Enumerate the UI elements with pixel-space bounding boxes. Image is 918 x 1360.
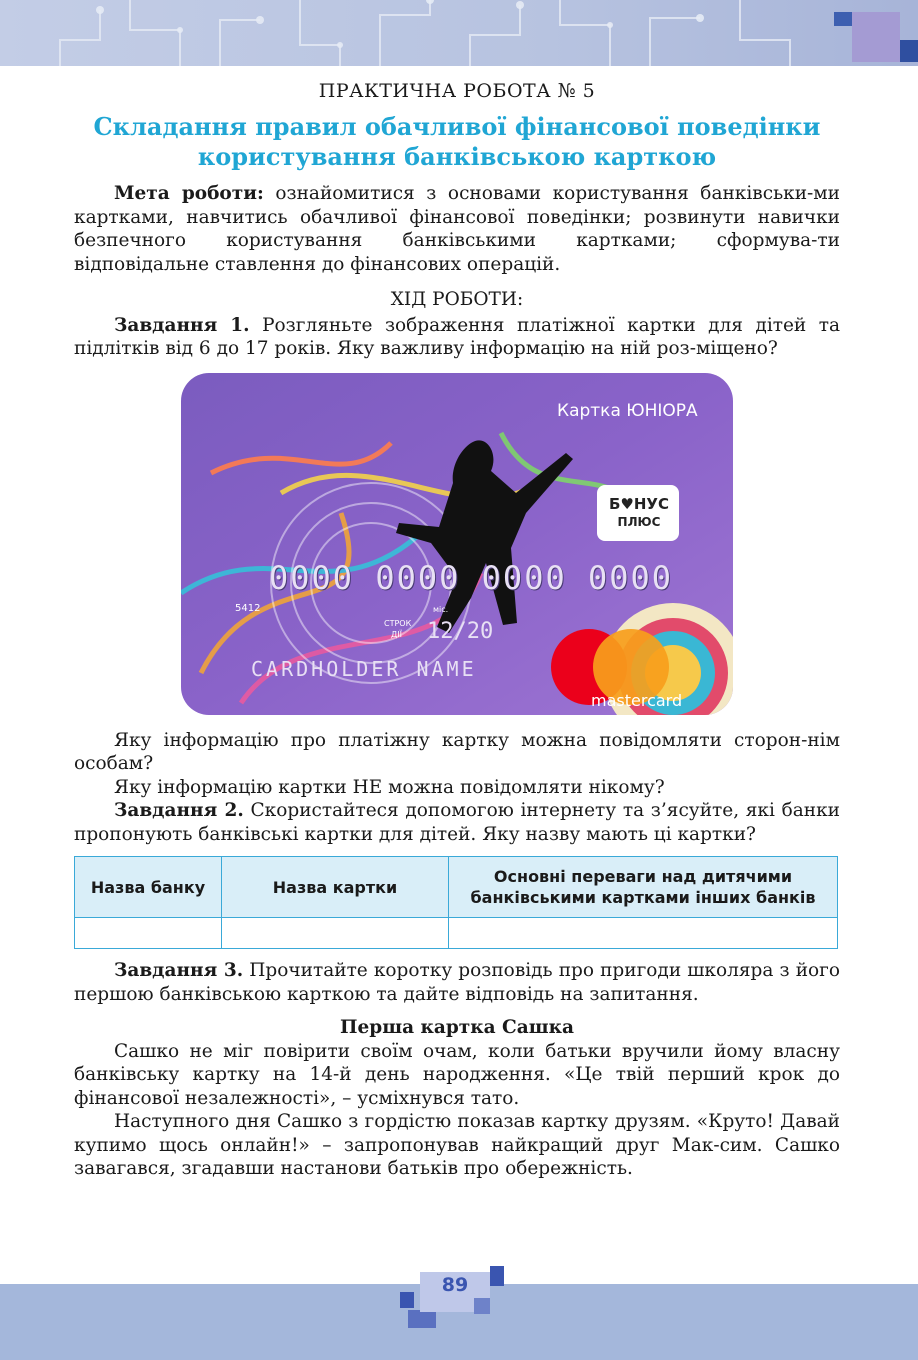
task1-label: Завдання 1. (114, 314, 250, 336)
header-banner (0, 0, 918, 66)
task3-text: Прочитайте коротку розповідь про пригоди школяра з його першою банківською карткою та дайте відповідь на запитання. (74, 960, 840, 1005)
card-month-label: міс. (433, 604, 449, 614)
table-header-bank: Назва банку (75, 857, 222, 918)
task2-text: Скористайтеся допомогою інтернету та з’ясуйте, які банки пропонують банківські картки для дітей. Яку назву мають ці картки? (74, 800, 840, 845)
card-validity-label2: ДІЇ (391, 629, 402, 639)
question-2: Яку інформацію картки НЕ можна повідомляти нікому? (114, 776, 665, 798)
page-number: 89 (441, 1274, 469, 1296)
decor-square (490, 1266, 504, 1286)
progress-heading: ХІД РОБОТИ: (390, 289, 524, 310)
story-title: Перша картка Сашка (340, 1017, 574, 1038)
card-code: 5412 (235, 602, 261, 614)
question-1: Яку інформацію про платіжну картку можна повідомляти сторон-нім особам? (74, 729, 840, 774)
decor-square (852, 12, 900, 62)
title-line: Складання правил обачливої фінансової поведінки (93, 112, 821, 141)
task2-label: Завдання 2. (114, 800, 244, 821)
decor-square (408, 1310, 436, 1328)
table-header-row (75, 857, 838, 918)
payment-card-image (181, 373, 733, 715)
task3-label: Завдання 3. (114, 960, 244, 981)
decor-square (474, 1298, 490, 1314)
decor-square (900, 40, 918, 62)
page-content (74, 80, 840, 1181)
goal-text: ознайомитися з основами користування банківськи-ми картками, навчитись обачливої фінансової поведінки; розвинути навички безпечного користування банківськими картками; сформува-ти відповідальне ставлення до фінансових операцій. (74, 183, 841, 275)
table-cell[interactable] (75, 918, 222, 949)
bonus-logo-line2: ПЛЮС (617, 514, 661, 529)
page-number-badge (412, 1266, 492, 1310)
decor-square (400, 1292, 414, 1308)
task2-paragraph (74, 799, 840, 846)
mastercard-logo-text: mastercard (591, 690, 683, 710)
table-header-card: Назва картки (222, 857, 449, 918)
story-paragraph-2: Наступного дня Сашко з гордістю показав картку друзям. «Круто! Давай купимо щось онлайн!» – запропонував найкращий друг Мак-сим. Сашко завагався, згадавши настанови батьків про обережність. (74, 1111, 840, 1179)
title-line: користування банківською карткою (197, 142, 717, 171)
card-title: Картка ЮНІОРА (557, 400, 698, 421)
table-row (75, 918, 838, 949)
task1-text: Розгляньте зображення платіжної картки для дітей та підлітків від 6 до 17 років. Яку важливу інформацію на ній роз-міщено? (74, 314, 840, 359)
cardholder-name: CARDHOLDER NAME (251, 656, 477, 681)
table-cell[interactable] (449, 918, 838, 949)
task1-paragraph (74, 314, 840, 361)
goal-paragraph (74, 182, 840, 276)
page-title (74, 112, 840, 172)
goal-label: Мета роботи: (114, 183, 264, 204)
card-validity-label: СТРОК (384, 618, 412, 628)
circuit-pattern (0, 0, 918, 66)
task3-paragraph (74, 959, 840, 1006)
practical-title: ПРАКТИЧНА РОБОТА № 5 (318, 80, 596, 102)
decor-square (834, 12, 854, 26)
card-expiry: 12/20 (427, 618, 494, 644)
table-cell[interactable] (222, 918, 449, 949)
story-paragraph-1: Сашко не міг повірити своїм очам, коли батьки вручили йому власну банківську картку на 14-й день народження. «Це твій перший крок до фінансової незалежності», – усміхнувся тато. (74, 1040, 840, 1109)
banks-table (74, 856, 838, 949)
table-header-advantages: Основні переваги над дитячими банківськими картками інших банків (449, 857, 838, 918)
card-number: 0000 0000 0000 0000 (269, 558, 674, 597)
bonus-logo-line1: Б♥НУС (608, 494, 669, 513)
